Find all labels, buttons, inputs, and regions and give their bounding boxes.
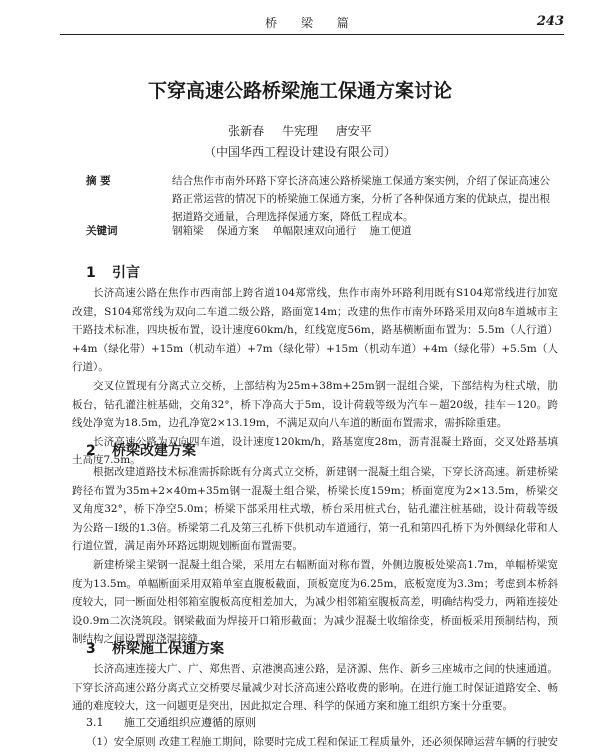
paragraph: 长济高速连接大广、广、郑焦晋、京港澳高速公路，是济源、焦作、新乡三座城市之间的快速通道。下穿长济高速公路分离式立交桥要尽量减少对长济高速公路收费的影响。在进行施工时保证道路安全、畅通的难度较大，这一问题更是突出，因此拟定合理、科学的保通方案和施工组织方案十分重要。 [72,663,558,713]
subsection-title: 施工交通组织应遵循的原则 [124,716,256,729]
paragraph: 交叉位置现有分离式立交桥，上部结构为25m+38m+25m钢一混组合梁，下部结构为柱式墩，肋板台，钻孔灌注桩基础，交角32°，桥下净高大于5m，设计荷载等级为汽车－超20级，挂车－120。跨线处净宽为18.5m，边孔净宽2×13.19m，不满足双向八车道的断面布置需求，需拆除重建。 [72,379,558,430]
paragraph: 长济高速公路在焦作市西南部上跨省道104郑常线，焦作市南外环路利用既有S104郑常线进行加宽改建，S104郑常线为双向二车道二级公路，路面宽14m；改建的焦作市南外环路采用双向8车道城市主干路技术标准，四块板布置，设计速度60km/h，红线宽度56m，路基横断面布置为：5.5m（人行道）+4m（绿化带）+15m（机动车道）+7m（绿化带）+15m（机动车道）+4m（绿化带）+5.5m（人行道）。 [72,287,558,374]
subsection-heading-3-1 [86,714,256,730]
section-3-tail [72,733,558,753]
section-number: 3 [86,641,96,657]
section-heading-1 [86,262,140,282]
paragraph: 根据改建道路技术标准需拆除既有分离式立交桥，新建钢一混凝土组合梁，下穿长济高速。新建桥梁跨径布置为35m+2×40m+35m钢一混凝土组合梁，桥梁长度159m；桥面宽度为2×13.5m，桥梁交叉角度32°，桥下净空5.0m；桥梁下部采用柱式墩，桥台采用桩式台，钻孔灌注桩基础，设计荷载等级为公路－Ⅰ级的1.3倍。桥梁第二孔及第三孔桥下供机动车道通行，第一孔和第四孔桥下为外侧绿化带和人行道位置，满足南外环路远期规划断面布置需要。 [72,466,558,553]
section-heading-2 [86,440,196,460]
keywords [72,222,558,240]
author-list: 张新春 牛宪理 唐安平 [228,124,372,138]
subsection-number: 3.1 [86,716,104,729]
affiliation: （中国华西工程设计建设有限公司） [203,145,396,159]
abstract-label: 摘 要 [86,175,111,187]
journal-section-title: 桥 梁 篇 [265,16,359,30]
section-title: 引言 [112,265,140,281]
abstract-text: 结合焦作市南外环路下穿长济高速公路桥梁施工保通方案实例，介绍了保证高速公路正常运营的情况下的桥梁施工保通方案，分析了各种保通方案的优缺点，提出根据道路交通量，合理选择保通方案，降低工程成本。 [172,175,550,223]
keywords-label: 关键词 [86,225,118,237]
paragraph: 长济高速公路为双向四车道，设计速度120km/h，路基宽度28m，沥青混凝土路面，交叉处路基填土高度7.5m。 [72,435,558,467]
section-2-body [72,463,558,649]
running-head [60,14,564,34]
header-rule [60,34,564,35]
page-number: 243 [536,14,564,29]
section-3-body [72,660,558,716]
section-title: 桥梁改建方案 [112,443,196,459]
section-heading-3 [86,638,224,658]
section-title: 桥梁施工保通方案 [112,641,224,657]
section-number: 1 [86,265,96,281]
keywords-text: 钢箱梁 保通方案 单幅限速双向通行 施工便道 [172,225,412,237]
section-number: 2 [86,443,96,459]
abstract [72,172,558,226]
paper-title: 下穿高速公路桥梁施工保通方案讨论 [147,80,452,102]
paragraph: 新建桥梁主梁钢一混凝土组合梁，采用左右幅断面对称布置，外侧边腹板处梁高1.7m，单幅桥梁宽度为13.5m。单幅断面采用双箱单室直腹板截面，顶板宽度为6.25m，底板宽度为3.3m；考虑到本桥斜度较大，同一断面处相邻箱室腹板高度相差加大，为减少相邻箱室腹板高差，明确结构受力，两箱连接处设0.9m二次浇筑段。钢梁截面为焊接开口箱形截面；为减少混凝土收缩徐变，桥面板采用预制结构，预制结构之间设置现浇湿接缝。 [72,558,558,646]
paragraph: （1）安全原则 改建工程施工期间，除要时完成工程和保证工程质量外，还必须保障运营车辆的行驶安 [86,736,558,748]
